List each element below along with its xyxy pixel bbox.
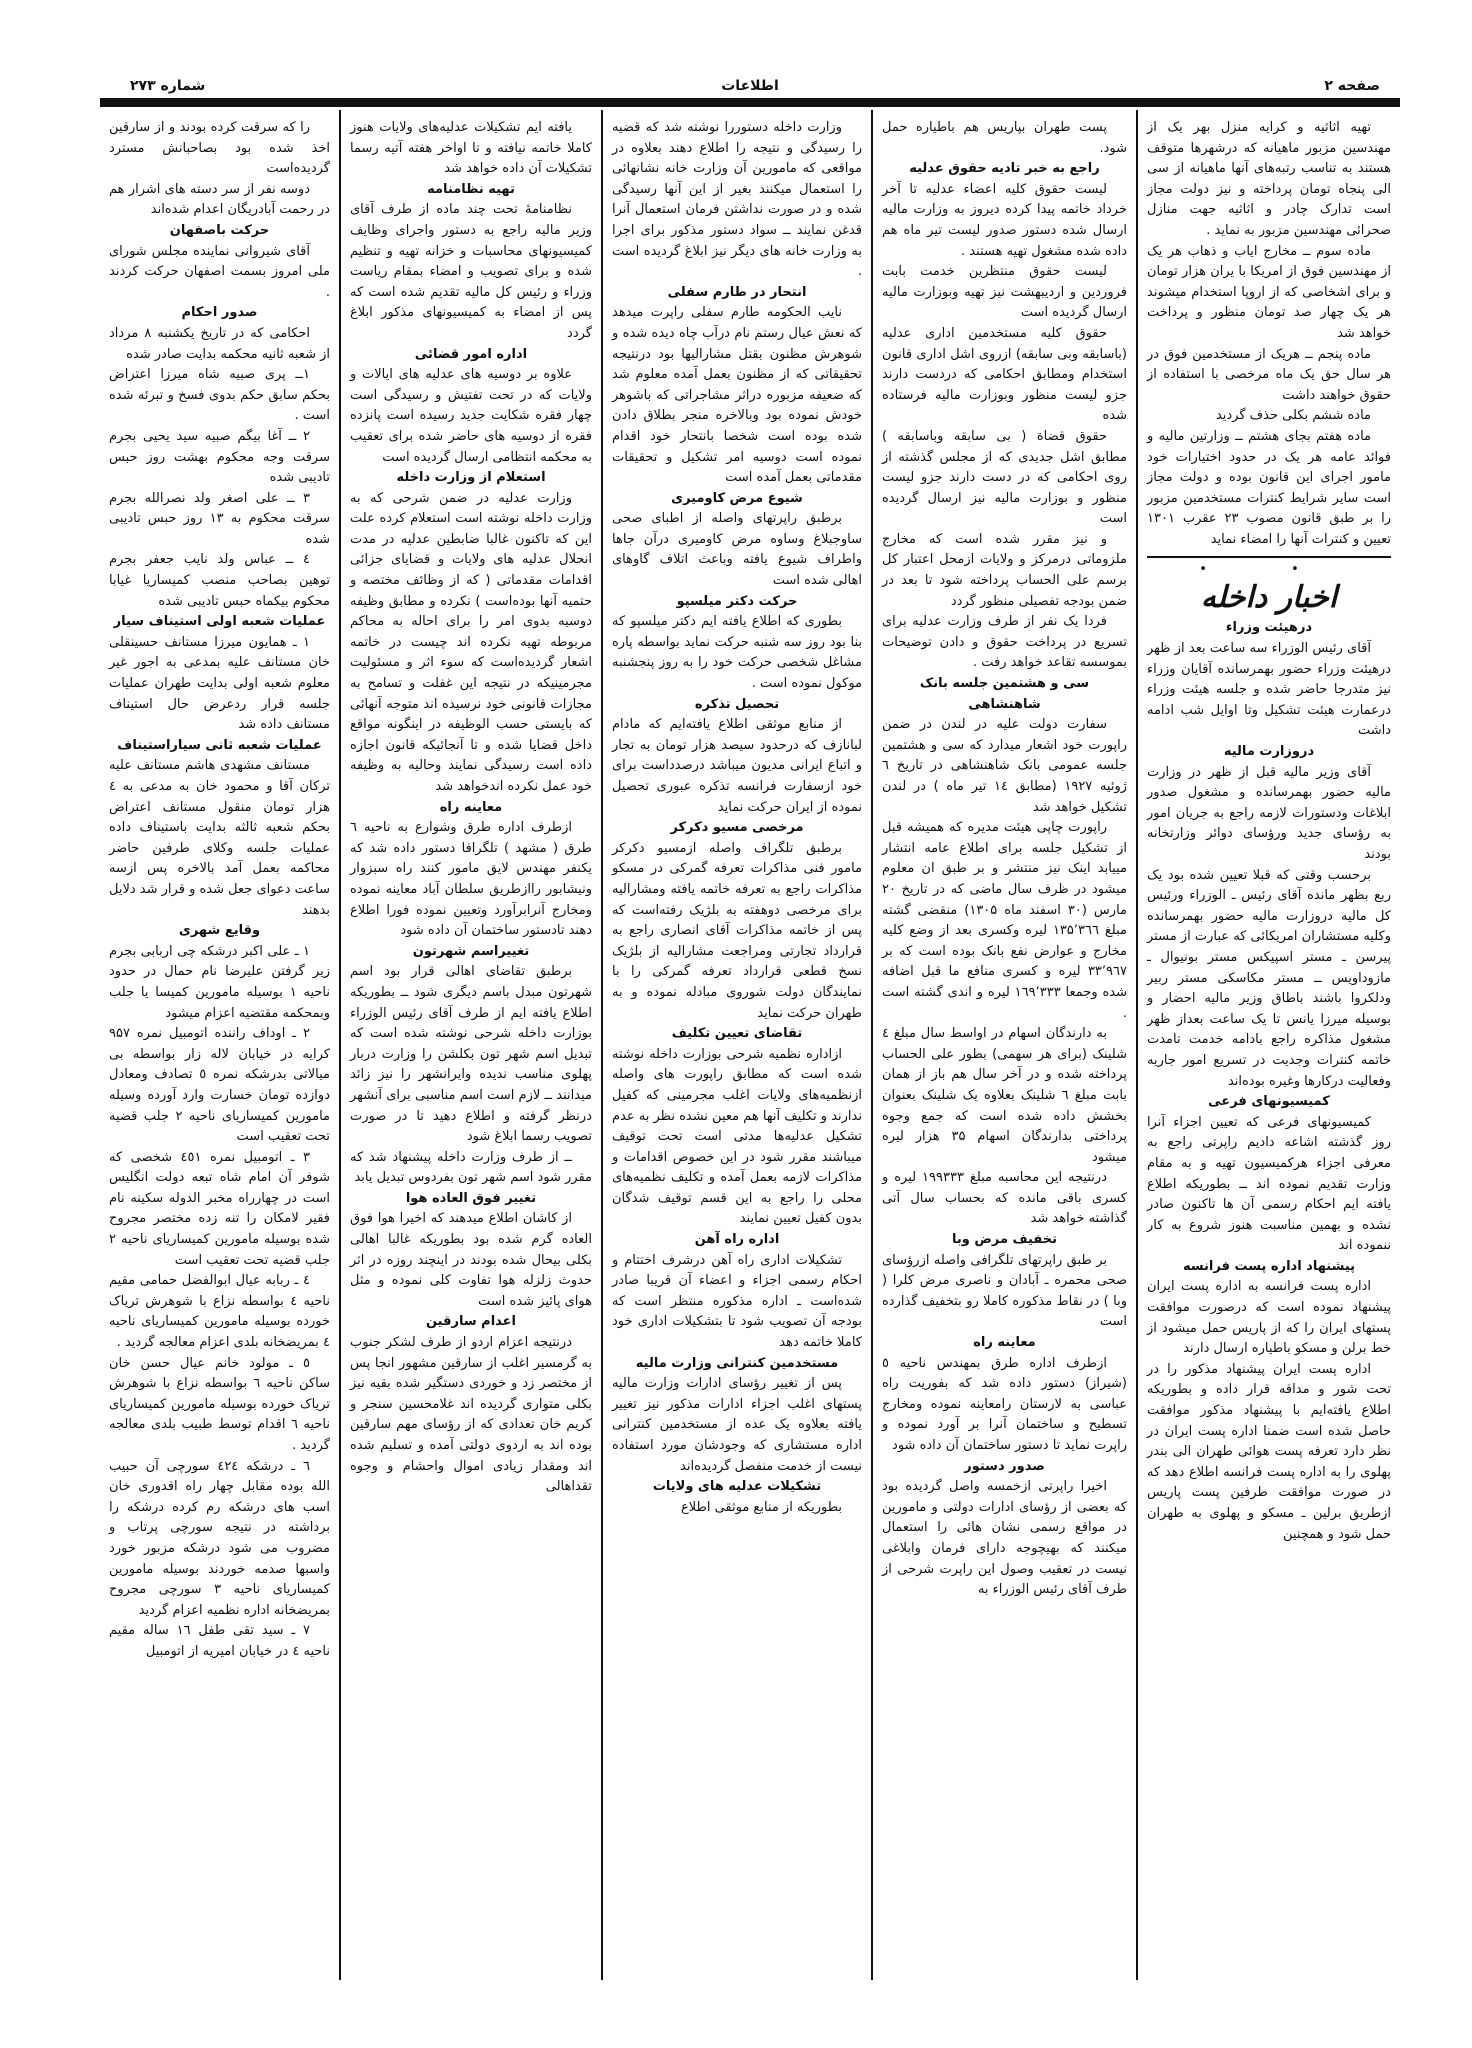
article-headline: حرکت دکتر میلسپو bbox=[676, 593, 798, 609]
article-paragraph: لیست حقوق کلیه اعضاء عدلیه تا آخر خرداد خاتمه پیدا کرده دیروز به وزارت مالیه ارسال شده دستور صدور لیست تیر ماه هم داده شده مشغول تهیه هستند . bbox=[882, 181, 1127, 259]
article-headline: انتحار در طارم سفلی bbox=[667, 284, 807, 300]
article-headline: دروزارت مالیه bbox=[1223, 744, 1315, 760]
article-paragraph: بطوریکه از منابع موثقی اطلاع bbox=[680, 1499, 842, 1515]
article-paragraph: نایب الحکومه طارم سفلی راپرت میدهد که نعش عیال رستم نام درآب چاه دیده شده و شوهرش مظنون بقتل مشارالیها بود درنتیجه تحقیقاتی که از مظنون بعمل آمده معلوم شد که ضعیفه مزبوره دراثر مشاجراتی که باشوهر خودش نموده بود وبالاخره منجر بطلاق دادن شده بوده است شخصا بانتحار خود اقدام نموده است دوسیه امر تشکیل و تحقیقات مقدماتی بعمل آمده است bbox=[612, 305, 862, 486]
column-2 bbox=[873, 110, 1138, 1980]
article-paragraph: درنتیجه این محاسبه مبلغ ۱۹۹۳۳۳ لیره و کسری باقی مانده که بحساب سال آتی گذاشته خواهد شد bbox=[882, 1170, 1127, 1227]
article-headline: پیشنهاد اداره پست فرانسه bbox=[1182, 1258, 1356, 1274]
article-paragraph: ۱ ـ همایون میرزا مستانف حسینقلی خان مستانف علیه بمدعی به اجور غیر معلوم شعبه اولی بدایت طهران عملیات جلسه قرار ردعرض حال استیناف مستانف داده شد bbox=[109, 634, 330, 733]
page-number: صفحه ۲ bbox=[1324, 78, 1380, 94]
column-5 bbox=[100, 110, 341, 1980]
article-headline: شیوع مرض کاومیری bbox=[671, 490, 803, 506]
column-1 bbox=[1138, 110, 1400, 1980]
article-paragraph: را که سرقت کرده بودند و از سارقین اخذ شده بود بصاحبانش مسترد گردیده‌است bbox=[109, 120, 330, 177]
article-paragraph: ۳ ـ اتومبیل نمره ٤٥۱ شخصی که شوفر آن امام شاه تبعه دولت انگلیس است در چهارراه مخبر الدوله سکینه نام فقیر لامکان را تنه زده مختصر مجروح شده بوسیله مامورین کمیساریای ناحیه ۲ جلب قضیه تحت تعقیب است bbox=[109, 1149, 330, 1268]
article-headline: صدور احکام bbox=[181, 305, 258, 321]
article-headline: اداره راه آهن bbox=[694, 1232, 780, 1248]
article-headline: کمیسیونهای فرعی bbox=[1208, 1094, 1330, 1110]
article-paragraph: اداره پست فرانسه به اداره پست ایران پیشنهاد نموده است که درصورت موافقت پستهای ایران را که از پاریس حمل میشود از خط برلن و مسکو باطیاره ارسال دارند bbox=[1147, 1279, 1391, 1357]
article-paragraph: و نیز مقرر شده است که مخارج ملزوماتی درمرکز و ولایات ازمحل اعتبار کل برسم علی الحساب پرداخته شود تا بعد در ضمن بودجه تفصیلی منظور گردد bbox=[882, 531, 1127, 609]
article-paragraph: ۲ ـ اوداف راننده اتومبیل نمره ۹۵۷ کرایه در خیابان لاله زار بواسطه بی میالاتی بدرشکه نمره ٥ تصادف ومعادل دوازده تومان خسارت وارد آورده وسیله مامورین کمیساریای ناحیه ۲ جلب قضیه تحت تعقیب است bbox=[109, 1026, 330, 1145]
article-headline: عملیات شعبه اولی استیناف سیار bbox=[113, 614, 326, 630]
article-paragraph: یافته ایم تشکیلات عدلیه‌های ولایات هنوز کاملا خاتمه نیافته و تا اواخر هفته آتیه رسما تشکیلات آن داده خواهد شد bbox=[350, 120, 592, 177]
article-paragraph: برطبق تقاضای اهالی قرار بود اسم شهرتون مبدل باسم دیگری شود ــ بطوریکه اطلاع یافته ایم از طرف آقای رئیس الوزراء بوزارت داخله شرحی نوشته شده است که تبدیل اسم شهر تون بکلشن را وزارت دربار پهلوی مناسب ندیده وایرانشهر را نیز زائد میدانند ــ لازم است اسم مناسبی برای آنشهر درنظر گرفته و اطلاع دهید تا در صورت تصویب رسما ابلاغ شود bbox=[350, 964, 592, 1145]
article-headline: معاینه راه bbox=[439, 799, 503, 815]
article-headline: تخفیف مرض وبا bbox=[952, 1232, 1057, 1248]
article-headline: تقاضای تعیین تکلیف bbox=[671, 1026, 803, 1042]
article-headline: عملیات شعبه ثانی سیاراستیناف bbox=[117, 737, 322, 753]
article-paragraph: ٥ ـ مولود خانم عیال حسن خان ساکن ناحیه ٦ بواسطه نزاع با شوهرش تریاک خورده بوسیله مامورین کمیساریای ناحیه ٦ اقدام توسط طبیب بلدی معالجه گردید . bbox=[109, 1355, 330, 1453]
article-headline: تغییراسم شهرتون bbox=[412, 943, 530, 959]
article-paragraph: ماده سوم ــ مخارج ایاب و ذهاب هر یک از مهندسین فوق از امریکا با یران هزار تومان و برای اشخاصی که از اروپا استخدام میشوند هر یک چهار صد تومان منظور و پرداخت خواهد شد bbox=[1147, 243, 1391, 341]
article-paragraph: پست طهران بپاریس هم باطیاره حمل شود. bbox=[882, 120, 1127, 156]
article-paragraph: آقای شیروانی نماینده مجلس شورای ملی امروز بسمت اصفهان حرکت کردند . bbox=[109, 243, 330, 300]
article-paragraph: راپورت چاپی هیئت مدیره که همیشه قبل از تشکیل جلسه برای اطلاع عامه انتشار مییابد اینک نیز منتشر و بر طبق ان معلوم میشود در ظرف سال ماضی که در تاریخ ۲۰ مارس (۳۰ اسفند ماه ۱۳۰۵) منقضی گشته مبلغ ۱۳۵٬۳٦٦ لیره وکسری بعد از وضع کلیه مخارج و عوارض نفع بانک بوده است که بر ۳۳٬۹٦۷ لیره و کسری منافع ما قبل اضافه شده وجمعا ۱٦۹٬۳۳۳ لیره و اندی گشته است . bbox=[882, 820, 1128, 1021]
article-paragraph: تهیه اثاثیه و کرایه منزل بهر یک از مهندسین مزبور ماهیانه که درشهرها متوقف هستند به تناسب رتبه‌های آنها ماهیانه از سی الی پنجاه تومان پرداخته و نیز دولت مجاز است تدارک چادر و اثاثیه جهت منازل صحرائی مهندسین مزبور به نماید . bbox=[1147, 120, 1391, 238]
article-paragraph: ازاداره نظمیه شرحی بوزارت داخله نوشته شده است که مطابق راپورت های واصله ازنظمیه‌های ولایات اغلب مجرمینی که کفیل ندارند و تکلیف آنها هم معین نشده نظر به عدم تشکیل عدلیه‌ها مدتی است تحت توقیف میباشند مقرر شود در این خصوص اقدامات و مذاکرات لازمه بعمل آمده و تکلیف نظمیه‌های محلی را راجع به این قسم توقیف شدگان بدون کفیل تعیین نمایند bbox=[612, 1046, 862, 1227]
article-paragraph: برطبق راپرتهای واصله از اطبای صحی ساوجبلاغ وساوه مرض کاومیری درآن جاها واطراف شیوع یافته وباعث اتلاف گاوهای اهالی شده است bbox=[612, 511, 862, 589]
article-paragraph: از منابع موثقی اطلاع یافته‌ایم که مادام لبانازف که درحدود سیصد هزار تومان به تجار و اتباع ایرانی مدیون میباشد درصدداست برای خود ازسفارت فرانسه تذکره عبوری تحصیل نموده از ایران حرکت نماید bbox=[612, 717, 862, 815]
article-paragraph: فردا یک نفر از طرف وزارت عدلیه برای تسریع در پرداخت حقوق و دادن توضیحات بموسسه تقاعد خواهد رفت . bbox=[882, 614, 1127, 671]
article-paragraph: کمیسیونهای فرعی که تعیین اجزاء آنرا روز گذشته اشاعه دادیم راپرتی راجع به معرفی اجزاء هرکمیسیون تهیه و به مقام وزارت تقدیم نموده اند ــ بطوریکه اطلاع یافته ایم احکام رسمی آن ها تاکنون صادر نشده و بهمین مناسبت هنوز شروع به کار ننموده اند bbox=[1147, 1114, 1391, 1254]
article-paragraph: اداره پست ایران پیشنهاد مذکور را در تحت شور و مداقه قرار داده و بطوریکه اطلاع یافته‌ایم با پیشنهاد مذکور موافقت حاصل شده است ضمنا اداره پست ایران در نظر دارد تعرفه پست هوائی طهران الی بندر پهلوی را به اداره پست فرانسه اطلاع دهد که در صورت موافقت طرفین پست پاریس ازطریق برلین ـ مسکو و پهلوی به طهران حمل شود و همچنین bbox=[1147, 1361, 1391, 1542]
article-paragraph: ۷ ـ سید تقی طفل ۱٦ ساله مقیم ناحیه ٤ در خیابان امیریه از اتومبیل bbox=[109, 1623, 330, 1659]
article-paragraph: حقوق کلیه مستخدمین اداری عدلیه (باسابقه وبی سابقه) ازروی اشل اداری قانون استخدام ومطابق احکامی که دردست دارند جزو لیست منظور وبوزارت مالیه فرستاده شده bbox=[882, 325, 1127, 424]
article-paragraph: علاوه بر دوسیه های عدلیه های ایالات و ولایات که در تحت تفتیش و رسیدگی است چهار فقره شکایت جدید رسیده است پانزده فقره از دوسیه های حاضر شده برای تعقیب به محکمه انتظامی ارسال گردیده است bbox=[350, 367, 592, 465]
article-paragraph: سفارت دولت علیه در لندن در ضمن راپورت خود اشعار میدارد که سی و هشتمین جلسه عمومی بانک شاهنشاهی در تاریخ ٦ ژوئیه ۱۹۲۷ (مطابق ۱٤ تیر ماه ) در لندن تشکیل خواهد شد bbox=[882, 717, 1127, 815]
article-headline: معاینه راه bbox=[973, 1335, 1036, 1351]
article-headline: وقایع شهری bbox=[178, 923, 261, 939]
article-paragraph: ۱ــ پری صبیه شاه میرزا اعتراض بحکم سابق حکم بدوی فسخ و تبرئه شده است . bbox=[109, 367, 330, 424]
article-headline: تغییر فوق العاده هوا bbox=[405, 1190, 537, 1206]
newspaper-name: اطلاعات bbox=[721, 78, 779, 94]
article-paragraph: پس از تغییر رؤسای ادارات وزارت مالیه پستهای اغلب اجزاء ادارات مذکور نیز تغییر یافته بعلاوه یک عده از مستخدمین کنترانی اداره مستشاری که وجودشان مورد استفاده نیست از خدمت منفصل گردیده‌اند bbox=[612, 1376, 862, 1474]
article-paragraph: ازطرف اداره طرق وشوارع به ناحیه ٦ طرق ( مشهد ) تلگرافا دستور داده شد که یکنفر مهندس لایق مامور کنند راه سبزوار ونیشابور راازطریق سلطان آباد معاینه نموده ومخارج آنرابرآورد وتعیین نموده فورا اطلاع دهند تادستور ساختمان آن داده شود bbox=[350, 820, 592, 939]
article-paragraph: اخیرا راپرتی ازخمسه واصل گردیده بود که بعضی از رؤسای ادارات دولتی و مامورین در مواقع رسمی نشان هائی را استعمال میکنند که بهیچوجه دارای فرمان وابلاغی نیست در تعقیب وصول این راپرت شرحی از طرف آقای رئیس الوزراء به bbox=[882, 1479, 1127, 1598]
article-paragraph: لیست حقوق منتظرین خدمت بابت فروردین و اردیبهشت نیز تهیه وبوزارت مالیه ارسال گردیده است bbox=[882, 264, 1127, 321]
article-paragraph: برحسب وقتی که قبلا تعیین شده بود یک ربع بظهر مانده آقای رئیس ـ الوزراء ورئیس کل مالیه دروزارت مالیه حضور بهمرسانده وکلیه مستشاران امریکائی که عبارت از مستر پیرسن ـ مستر اسپیکس مستر بونیوال ـ مازوداویس ــ مستر مکاسکی مستر ربیر ودلکروا باشند باطاق وزیر مالیه احضار و بوسیله میرزا یانس تا یک ساعت بعداز ظهر مشغول مذاکره راجع بادامه خدمت تامدت خاتمه کنترات وجدیت در تسریع امور جاریه وفعالیت درکارها وغیره بوده‌اند bbox=[1147, 867, 1391, 1089]
article-headline: مرخصی مسیو دکرکر bbox=[670, 820, 804, 836]
article-paragraph: نظامنامهٔ تحت چند ماده از طرف آقای وزیر مالیه راجع به دستور واجرای وظایف کمیسیونهای محاسبات و خزانه تهیه و تنظیم شده و برای تصویب و امضاء بمقام ریاست وزراء و رئیس کل مالیه تقدیم شده است که پس از امضاء به کمیسیونهای مذکور ابلاغ گردد bbox=[350, 202, 592, 341]
article-paragraph: درنتیجه اعزام اردو از طرف لشکر جنوب به گرمسیر اغلب از سارقین مشهور انجا پس از مختصر زد و خوردی دستگیر شده بقیه نیز بکلی متواری گردیده اند غلامحسین سنجر و کریم خان تعدادی که از رؤسای مهم سارقین بوده اند به اردوی دولتی آمده و تسلیم شده اند ومقدار زیادی اموال واحشام و وجوه تقداهالی bbox=[350, 1335, 592, 1495]
issue-number: شماره ۲۷۳ bbox=[130, 78, 206, 94]
article-paragraph: ٤ ــ عباس ولد نایب جعفر بجرم توهین بصاحب منصب کمیساریا غیابا محکوم بیکماه حبس تادیبی شده bbox=[109, 552, 330, 609]
article-paragraph: به دارندگان اسهام در اواسط سال مبلغ ٤ شلینک (برای هر سهمی) بطور علی الحساب پرداخته شده و در آخر سال هم باز از همان بابت مبلغ ٦ شلینک بعلاوه یک شلینک بعنوان بخشش داده شده است که جمع وجوه پرداختی بدارندگان اسهام ۳۵ هزار لیره میشود bbox=[882, 1026, 1127, 1165]
article-paragraph: ۱ ـ علی اکبر درشکه چی اربابی بجرم زیر گرفتن علیرضا نام حمال در حدود ناحیه ۱ بوسیله مامورین کمیسا یا جلب وبمحکمه مقتضیه اعزام میشود bbox=[109, 943, 330, 1021]
section-title: اخبار داخله bbox=[1200, 580, 1338, 616]
article-headline: تشکیلات عدلیه های ولایات bbox=[652, 1479, 822, 1495]
article-headline: تهیه نظامنامه bbox=[427, 181, 515, 197]
section-divider bbox=[1147, 556, 1391, 558]
newspaper-columns bbox=[100, 0, 1400, 2020]
article-paragraph: وزارت داخله دستوررا نوشته شد که قضیه را رسیدگی و نتیجه را اطلاع دهند بعلاوه در مواقعی که مامورین آن وزارت خانه نشانهائی را استعمال میکنند بغیر از این آنها رسیدگی شده و در صورت نداشتن فرمان استعمال آنرا قدغن نمایند ــ سواد دستور مذکور برای اجرا به وزارت خانه های دیگر نیز ابلاغ گردیده است . bbox=[612, 120, 862, 280]
article-paragraph: ازطرف اداره طرق بمهندس ناحیه ٥ (شیراز) دستور داده شد که بفوریت راه عباسی به لارستان رامعاینه نموده ومخارج تسطیح و ساختمان آنرا بر آورد نموده و راپرت نماید تا دستور ساختمان آن داده شود bbox=[882, 1355, 1127, 1453]
article-headline: حرکت باصفهان bbox=[169, 222, 270, 238]
article-headline: راجع به خبر تادیه حقوق عدلیه bbox=[909, 161, 1100, 177]
article-paragraph: ــ از طرف وزارت داخله پیشنهاد شد که مقرر شود اسم شهر تون بفردوس تبدیل یابد bbox=[350, 1149, 592, 1186]
article-paragraph: بطوری که اطلاع یافته ایم دکتر میلسپو که بنا بود روز سه شنبه حرکت نماید بواسطه پاره مشاغل شخصی حرکت خود را به روز پنجشنبه موکول نموده است . bbox=[612, 614, 862, 692]
article-headline: صدور دستور bbox=[964, 1458, 1045, 1474]
article-headline: مستخدمین کنترانی وزارت مالیه bbox=[635, 1355, 839, 1371]
article-paragraph: وزارت عدلیه در ضمن شرحی که به وزارت داخله نوشته است استعلام کرده علت این که تاکنون غالبا ضابطین عدلیه در مدت انحلال عدلیه های ولایات و قضایای جزائی اقدامات مقدماتی ( که از وظائف مختصه و حتمیه آنها بوده‌است ) نکرده و مطابق وظیفه دوسیه بدوی امر را برای احاله به محاکم مربوطه تهیه نکرده اند چیست در خاتمه اشعار گردیده‌است که سوء اثر و مسئولیت مجرمینیکه در نتیجه این غفلت و تسامح به مجازات قانونی خود نرسیده اند متوجه آنهائی که بایستی حسب الوظیفه در اینگونه مواقع داخل قضایا شده و تا آنجائیکه قانون اجازه داده است رسیدگی نمایند وحالیه به وظیفه خود عمل نکرده اندخواهد شد bbox=[350, 490, 592, 794]
article-paragraph: احکامی که در تاریخ یکشنبه ۸ مرداد از شعبه ثانیه محکمه بدایت صادر شده bbox=[109, 325, 330, 362]
article-paragraph: بر طبق راپرتهای تلگرافی واصله ازرؤسای صحی محمره ـ آبادان و ناصری مرض کلرا ( وبا ) در نقاط مذکوره کاملا رو بتخفیف گذارده است bbox=[882, 1252, 1127, 1330]
article-headline: تحصیل تذکره bbox=[694, 696, 780, 712]
article-paragraph: ماده پنجم ــ هریک از مستخدمین فوق در هر سال حق یک ماه مرخصی با استفاده از حقوق خواهند داشت bbox=[1147, 346, 1391, 403]
article-paragraph: ماده هفتم بجای هشتم ــ وزارتین مالیه و فوائد عامه هر یک در حدود اختیارات خود مامور اجرای این قانون بوده و دولت مجاز است سایر شرایط کنترات مستخدمین مزبور را بر طبق قانون مصوب ۲۳ عقرب ۱۳۰۱ تعیین و کنترات آنها را امضاء نماید bbox=[1147, 428, 1391, 547]
article-paragraph: ۳ ــ علی اصغر ولد نصرالله بجرم سرقت محکوم به ۱۳ روز حبس تادیبی شده bbox=[109, 490, 330, 547]
article-headline: استعلام از وزارت داخله bbox=[396, 470, 546, 486]
article-paragraph: ۲ ــ آغا بیگم صبیه سید یحیی بجرم سرقت وجه محکوم بهشت روز حبس تادیبی شده bbox=[109, 428, 330, 486]
article-headline: سی و هشتمین جلسه بانک شاهنشاهی bbox=[919, 676, 1090, 712]
article-paragraph: دوسه نفر از سر دسته های اشرار هم در رحمت آبادریگان اعدام شده‌اند bbox=[109, 181, 330, 218]
article-headline: اداره امور قضائی bbox=[414, 346, 528, 362]
article-paragraph: برطبق تلگراف واصله ازمسیو دکرکر مامور فنی مذاکرات تعرفه گمرکی در مسکو مذاکرات راجع به تعرفه خاتمه یافته ومشارالیه برای مرخصی دوهفته به بلژیک رفته‌است که پس از خاتمه مذاکرات آقای انصاری راجع به قرارداد تجارتی ومراجعت مشارالیه از بلژیک نسخ قطعی قرارداد تعرفه گمرکی را با نمایندگان دولت شوروی مبادله نموده و به طهران حرکت نماید bbox=[612, 840, 862, 1021]
ornament-dots: • • bbox=[1199, 562, 1339, 578]
article-paragraph: ٦ ـ درشکه ٤۲٤ سورچی آن حبیب الله بوده مقابل چهار راه اقدوری خان اسب های درشکه رم کرده درشکه را برداشته در نتیجه سورچی پرتاب و مضروب می شود درشکه مزبور خورد واسبها صدمه خوردند بوسیله مامورین کمیساریای ناحیه ۳ سورچی مجروح بمریضخانه اداره نظمیه اعزام گردید bbox=[109, 1458, 330, 1618]
article-paragraph: آقای رئیس الوزراء سه ساعت بعد از ظهر درهیئت وزراء حضور بهمرسانده آقایان وزراء نیز متدرجا حاضر شده و جلسه هیئت وزراء درعمارت هیئت تشکیل وتا اوایل شب ادامه داشت bbox=[1147, 641, 1391, 739]
article-paragraph: تشکیلات اداری راه آهن درشرف اختتام و احکام رسمی اجزاء و اعضاء آن قریبا صادر شده‌است ـ اداره مذکوره منتظر است که بودجه آن تصویب شود تا بتشکیلات اداری خود کاملا خاتمه دهد bbox=[612, 1252, 862, 1351]
article-paragraph: ٤ ـ ربابه عیال ابوالفضل حمامی مقیم ناحیه ٤ بواسطه نزاع با شوهرش تریاک خورده بوسیله مامورین کمیساریای ناحیه ٤ بمریضخانه بلدی اعزام معالجه گردید . bbox=[109, 1273, 331, 1351]
article-headline: درهیئت وزراء bbox=[1225, 620, 1313, 636]
article-paragraph: مستانف مشهدی هاشم مستانف علیه ترکان آقا و محمود خان به مدعی به ٤ هزار تومان منقول مستانف اعتراض بحکم شعبه ثالثه بدایت باستیناف داده عملیات جلسه وکلای طرفین حاضر محاکمه بعمل آمد بالاخره پس ازسه ساعت دعوای جعل شده و قرار شد دلایل بدهند bbox=[109, 758, 330, 918]
article-paragraph: از کاشان اطلاع میدهند که اخیرا هوا فوق العاده گرم شده بود بطوریکه غالبا اهالی بکلی بیحال شده بودند در اینچند روزه در اثر حدوث زلزله هوا تفاوت کلی نموده و مثل هوای پائیز شده است bbox=[350, 1211, 592, 1309]
article-paragraph: حقوق قضاة ( بی سابقه وباسابقه ) مطابق اشل جدیدی که از مجلس گذشته از روی احکامی که در دست دارند جزو لیست منظور و بوزارت مالیه نیز ارسال گردیده است bbox=[882, 428, 1127, 527]
column-3 bbox=[603, 110, 873, 1980]
article-headline: اعدام سارقین bbox=[425, 1314, 517, 1330]
column-4 bbox=[341, 110, 603, 1980]
article-paragraph: ماده ششم بکلی حذف گردید bbox=[1215, 408, 1371, 424]
article-paragraph: آقای وزیر مالیه قبل از ظهر در وزارت مالیه حضور بهمرسانده و مشغول صدور ابلاغات ودستورات لازمه راجع به جریان امور به رؤسای جدید ورؤسای دوائر وزارتخانه بودند bbox=[1147, 764, 1391, 862]
